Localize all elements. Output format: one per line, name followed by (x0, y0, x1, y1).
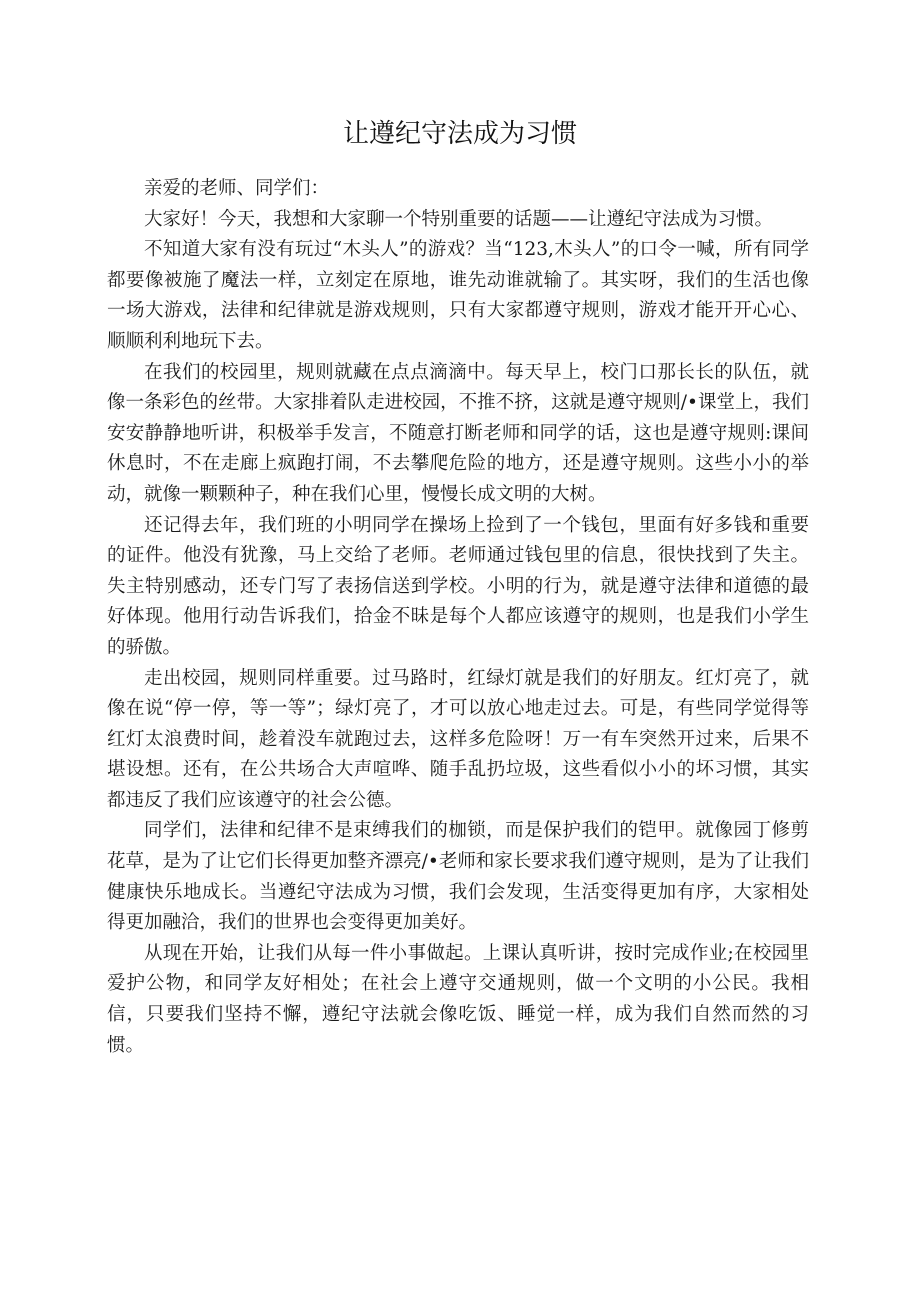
paragraph-closing: 从现在开始，让我们从每一件小事做起。上课认真听讲，按时完成作业;在校园里爱护公物，和同学友好相处；在社会上遵守交通规则，做一个文明的小公民。我相信，只要我们坚持不懈，遵纪守法就会像吃饭、睡觉一样，成为我们自然而然的习惯。 (107, 942, 809, 1056)
paragraph-campus: 在我们的校园里，规则就藏在点点滴滴中。每天早上，校门口那长长的队伍，就像一条彩色的丝带。大家排着队走进校园，不推不挤，这就是遵守规则/•课堂上，我们安安静静地听讲，积极举手发言，不随意打断老师和同学的话，这也是遵守规则:课间休息时，不在走廊上疯跑打闹，不去攀爬危险的地方，还是遵守规则。这些小小的举动，就像一颗颗种子，种在我们心里，慢慢长成文明的大树。 (107, 361, 809, 505)
paragraph-salutation: 亲爱的老师、同学们： (144, 178, 330, 199)
paragraph-armor: 同学们，法律和纪律不是束缚我们的枷锁，而是保护我们的铠甲。就像园丁修剪花草，是为了让它们长得更加整齐漂亮/•老师和家长要求我们遵守规则，是为了让我们健康快乐地成长。当遵纪守法成为习惯，我们会发现，生活变得更加有序，大家相处得更加融洽，我们的世界也会变得更加美好。 (107, 820, 809, 934)
paragraph-game: 不知道大家有没有玩过“木头人”的游戏？当“123,木头人”的口令一喊，所有同学都要像被施了魔法一样，立刻定在原地，谁先动谁就输了。其实呀，我们的生活也像一场大游戏，法律和纪律就是游戏规则，只有大家都遵守规则，游戏才能开开心心、顺顺利利地玩下去。 (107, 239, 809, 352)
paragraph-wallet: 还记得去年，我们班的小明同学在操场上捡到了一个钱包，里面有好多钱和重要的证件。他没有犹豫，马上交给了老师。老师通过钱包里的信息，很快找到了失主。失主特别感动，还专门写了表扬信送到学校。小明的行为，就是遵守法律和道德的最好体现。他用行动告诉我们，拾金不昧是每个人都应该遵守的规则，也是我们小学生的骄傲。 (107, 514, 809, 658)
paragraph-traffic: 走出校园，规则同样重要。过马路时，红绿灯就是我们的好朋友。红灯亮了，就像在说“停一停，等一等”；绿灯亮了，才可以放心地走过去。可是，有些同学觉得等红灯太浪费时间，趁着没车就跑过去，这样多危险呀！万一有车突然开过来，后果不堪设想。还有，在公共场合大声喧哗、随手乱扔垃圾，这些看似小小的坏习惯，其实都违反了我们应该遵守的社会公德。 (107, 667, 809, 811)
document-body (107, 174, 809, 1061)
document-title: 让遵纪守法成为习惯 (342, 119, 577, 149)
paragraph-greeting: 大家好！今天，我想和大家聊一个特别重要的话题——让遵纪守法成为习惯。 (144, 208, 774, 230)
